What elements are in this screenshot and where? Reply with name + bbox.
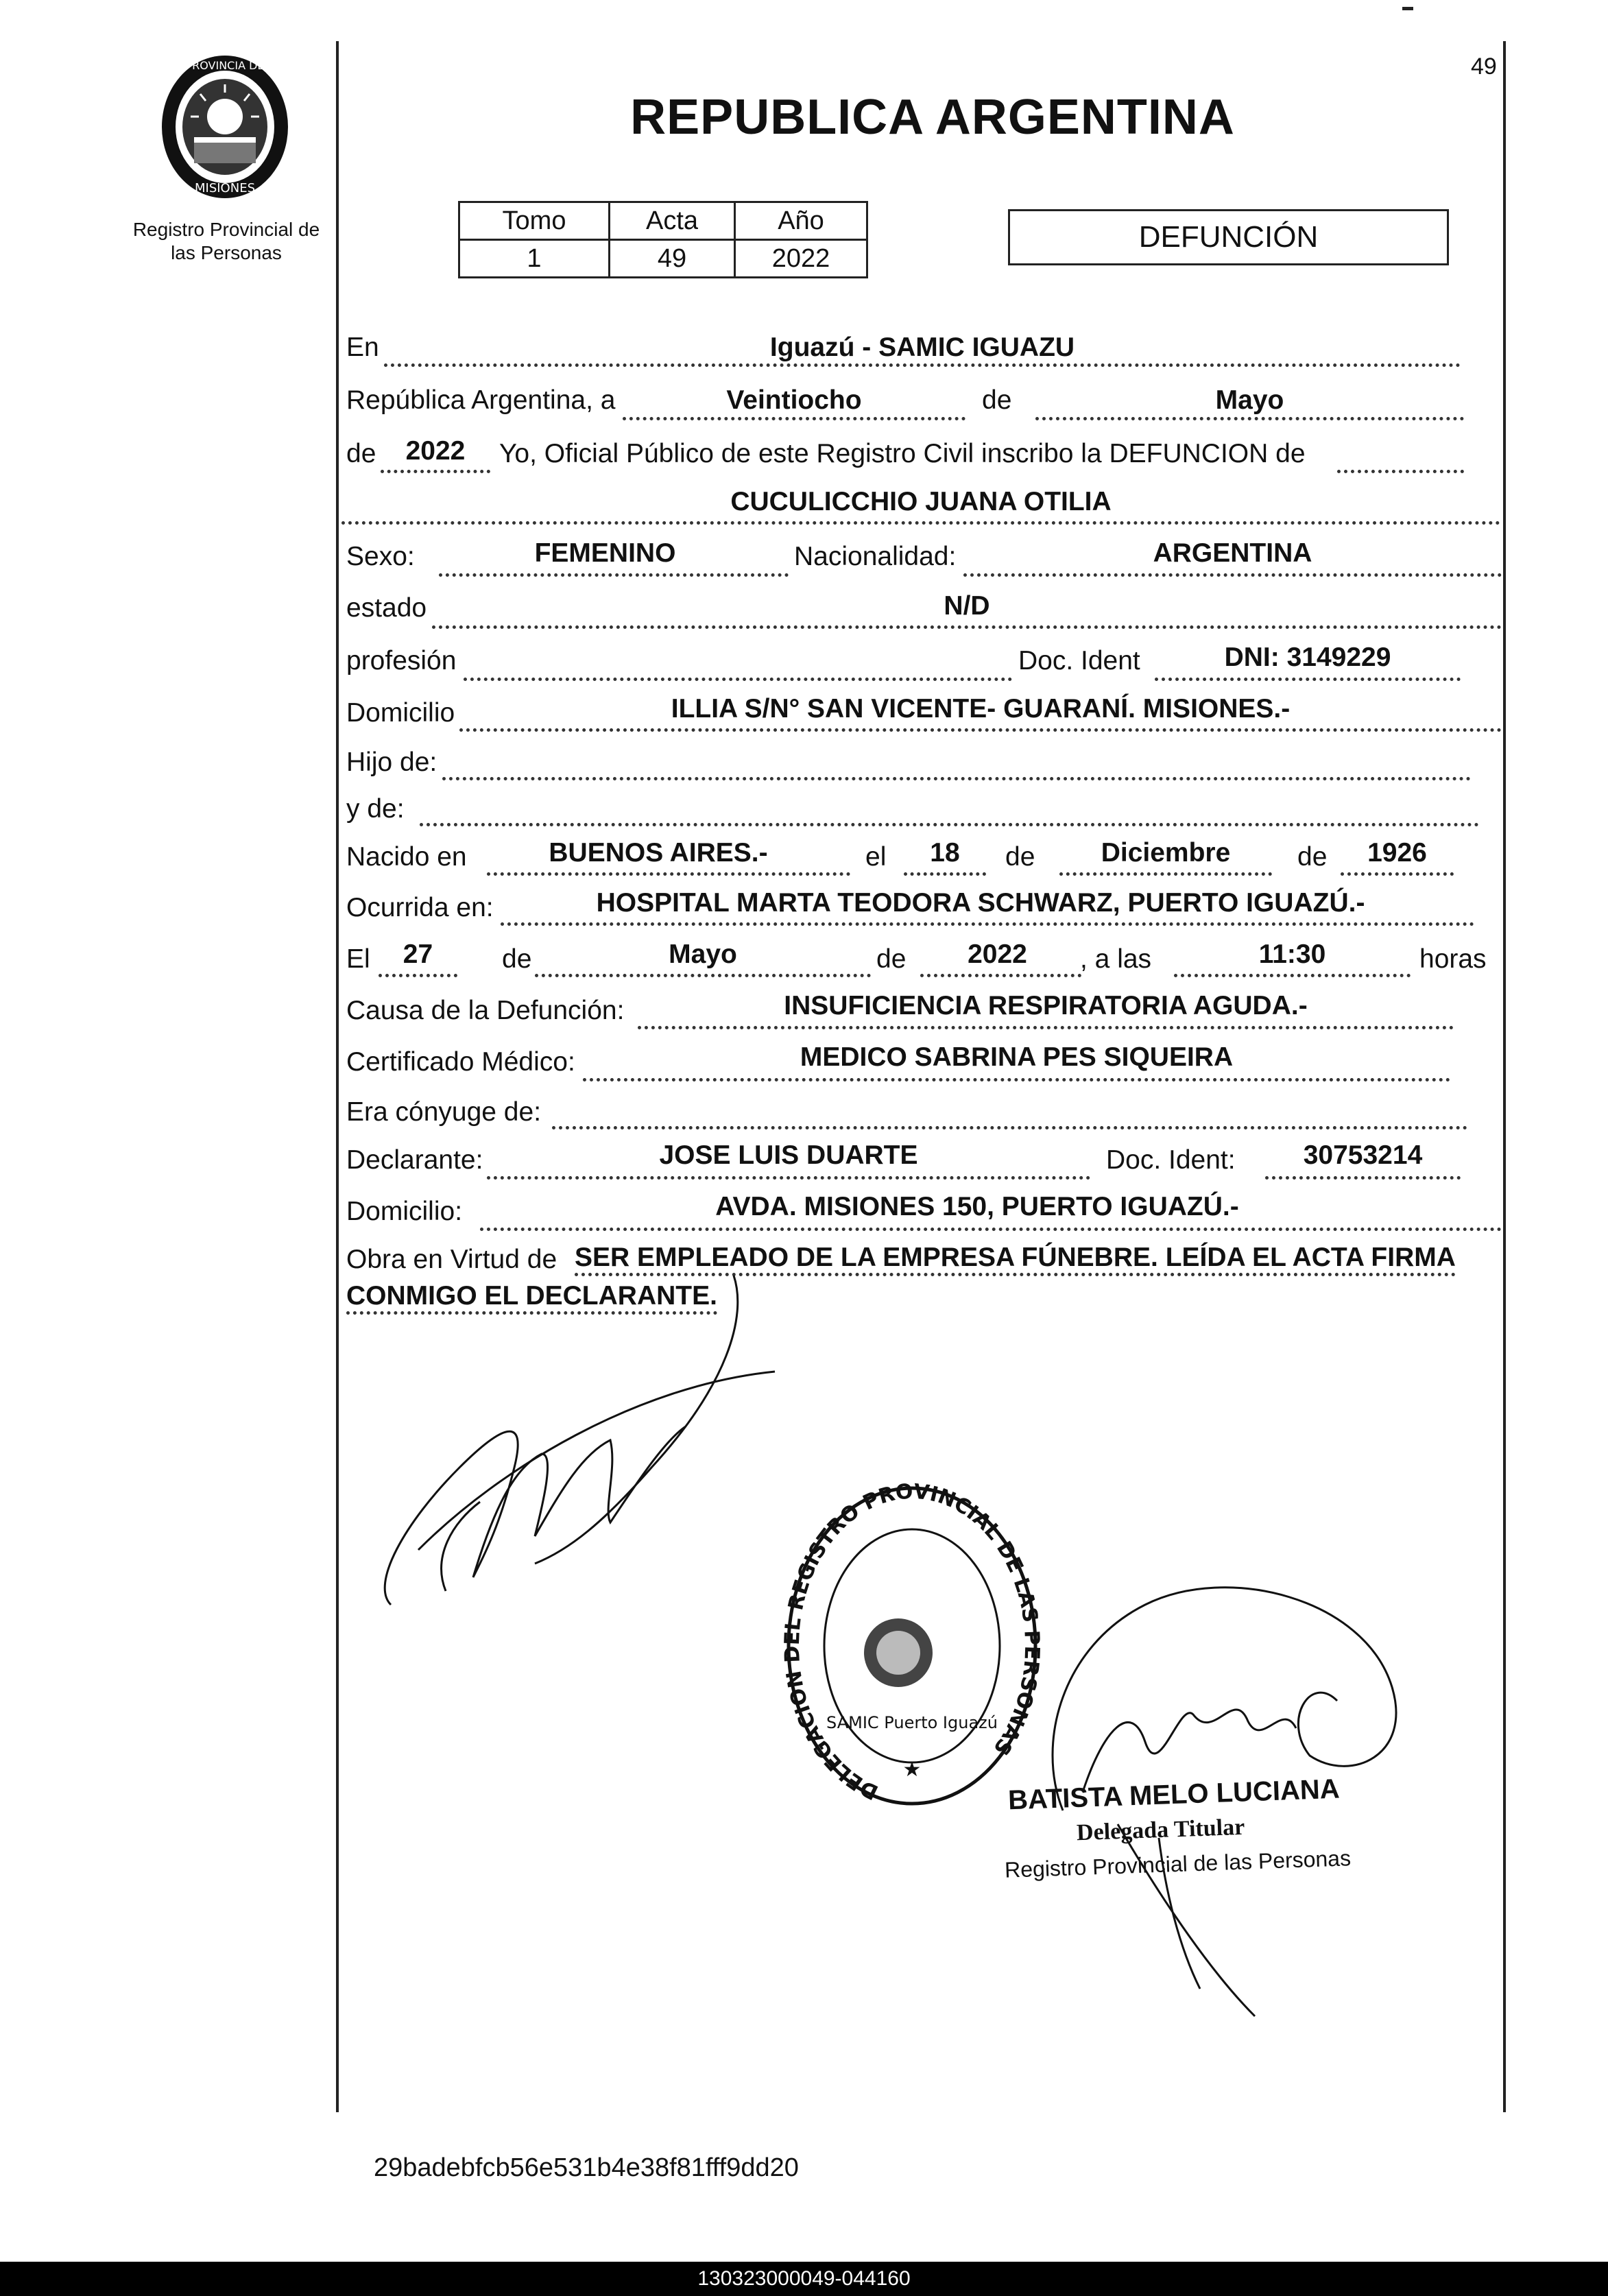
death-reg-year: 2022 (405, 436, 466, 466)
obra-value-line1: SER EMPLEADO DE LA EMPRESA FÚNEBRE. LEÍDA EL ACTA FIRMA (575, 1243, 1456, 1276)
sexo-dots (439, 573, 789, 577)
emblem-bottom-text: MISIONES (194, 181, 256, 195)
svg-text:★: ★ (902, 1758, 922, 1781)
month-dots (1035, 417, 1464, 420)
hijo-dots (442, 777, 1471, 780)
conyuge-dots (552, 1126, 1467, 1129)
horas-label: horas (1419, 944, 1487, 974)
official-stamp (782, 1481, 1042, 1810)
officer-name: BATISTA MELO LUCIANA (1007, 1773, 1341, 1816)
doc-ident-label: Doc. Ident (1018, 646, 1140, 675)
top-mark (1402, 7, 1413, 10)
de-label-2: de (346, 439, 376, 468)
death-day-dots (379, 974, 457, 977)
de-label-4: de (1297, 842, 1328, 872)
republica-label: República Argentina, a (346, 385, 616, 415)
death-reg-day: Veintiocho (726, 385, 862, 415)
estado-dots (432, 625, 1502, 629)
en-value: Iguazú - SAMIC IGUAZU (769, 333, 1075, 362)
declarante-dots (487, 1176, 1090, 1180)
nacido-dots (487, 872, 850, 876)
tomo-value: 1 (459, 240, 610, 278)
declarante-label: Declarante: (346, 1145, 483, 1175)
ocurrida-value: HOSPITAL MARTA TEODORA SCHWARZ, PUERTO IGUAZÚ.- (596, 888, 1365, 918)
document-title: REPUBLICA ARGENTINA (630, 90, 1235, 145)
certificado-value: MEDICO SABRINA PES SIQUEIRA (800, 1042, 1234, 1072)
officer-signature (1008, 1495, 1419, 2030)
declarante-value: JOSE LUIS DUARTE (659, 1140, 918, 1170)
certificado-dots (583, 1078, 1450, 1081)
causa-value: INSUFICIENCIA RESPIRATORIA AGUDA.- (784, 991, 1308, 1020)
profesion-label: profesión (346, 646, 457, 675)
obra-value-line2: CONMIGO EL DECLARANTE. (346, 1281, 717, 1315)
ocurrida-label: Ocurrida en: (346, 893, 494, 922)
death-month: Mayo (669, 940, 737, 969)
registry-caption-line2: las Personas (171, 242, 282, 263)
record-table (458, 201, 868, 278)
certificado-label: Certificado Médico: (346, 1047, 575, 1077)
officer-office: Registro Provincial de las Personas (1004, 1845, 1352, 1882)
yde-label: y de: (346, 794, 405, 824)
acta-header: Acta (610, 202, 735, 240)
record-type-box: DEFUNCIÓN (1008, 209, 1449, 265)
sexo-value: FEMENINO (534, 538, 676, 568)
registry-caption-line1: Registro Provincial de (132, 219, 320, 240)
officer-title: Delegada Titular (1076, 1814, 1245, 1846)
death-month-dots (535, 974, 871, 977)
birth-day: 18 (930, 838, 960, 868)
birth-year: 1926 (1367, 838, 1427, 868)
death-reg-month: Mayo (1215, 385, 1284, 415)
birth-month-dots (1059, 872, 1272, 876)
hijo-label: Hijo de: (346, 748, 437, 777)
registry-caption (110, 218, 343, 265)
de-label-1: de (982, 385, 1012, 415)
obra-label: Obra en Virtud de (346, 1245, 557, 1274)
de-label-6: de (876, 944, 907, 974)
anio-value: 2022 (735, 240, 867, 278)
causa-label: Causa de la Defunción: (346, 996, 625, 1025)
stamp-ring-text: DELEGACION DEL REGISTRO PROVINCIAL DE LAS PERSONAS (782, 1481, 1042, 1804)
profesion-dots (464, 678, 1012, 681)
domicilio-dots (459, 728, 1502, 732)
nacido-label: Nacido en (346, 842, 467, 872)
right-margin-line (1503, 41, 1506, 2112)
province-emblem (156, 51, 293, 202)
de-label-5: de (502, 944, 532, 974)
deceased-name: CUCULICCHIO JUANA OTILIA (730, 487, 1112, 516)
anio-header: Año (735, 202, 867, 240)
doc-ident2-dots (1265, 1176, 1461, 1180)
el-label: el (865, 842, 887, 872)
domicilio-label: Domicilio (346, 698, 455, 728)
domicilio2-label: Domicilio: (346, 1197, 463, 1226)
doc-ident-value: DNI: 3149229 (1224, 643, 1391, 672)
ocurrida-dots (501, 922, 1474, 926)
name-dots (341, 521, 1500, 525)
alas-label: , a las (1080, 944, 1152, 974)
yde-dots (420, 823, 1479, 826)
en-dots (384, 363, 1461, 367)
declarant-signature (363, 1262, 802, 1632)
death-year-dots (920, 974, 1081, 977)
document-hash: 29badebfcb56e531b4e38f81fff9dd20 (374, 2153, 799, 2182)
nacido-value: BUENOS AIRES.- (549, 838, 768, 868)
birth-year-dots (1341, 872, 1454, 876)
estado-label: estado (346, 593, 427, 623)
death-time: 11:30 (1258, 940, 1326, 969)
doc-ident2-value: 30753214 (1303, 1140, 1423, 1170)
oficial-text: Yo, Oficial Público de este Registro Civil inscribo la DEFUNCION de (499, 439, 1306, 468)
year-dots (381, 470, 490, 473)
page-number: 49 (1471, 53, 1497, 80)
oficial-dots (1337, 470, 1464, 473)
domicilio-value: ILLIA S/N° SAN VICENTE- GUARANÍ. MISIONES.- (671, 694, 1291, 724)
footer-code: 130323000049-044160 (0, 2262, 1608, 2296)
birth-month: Diciembre (1101, 838, 1231, 868)
doc-ident-dots (1155, 678, 1461, 681)
nacionalidad-label: Nacionalidad: (794, 542, 957, 571)
nacionalidad-dots (963, 573, 1502, 577)
de-label-3: de (1005, 842, 1035, 872)
en-label: En (346, 333, 379, 362)
birth-day-dots (904, 872, 986, 876)
emblem-top-text: PROVINCIA DE (185, 59, 265, 72)
day-dots (623, 417, 965, 420)
domicilio2-dots (480, 1228, 1502, 1231)
conyuge-label: Era cónyuge de: (346, 1097, 542, 1127)
left-margin-line (336, 41, 339, 2112)
stamp-inner-text: SAMIC Puerto Iguazú (826, 1713, 998, 1732)
nacionalidad-value: ARGENTINA (1153, 538, 1312, 568)
death-time-dots (1174, 974, 1411, 977)
tomo-header: Tomo (459, 202, 610, 240)
acta-value: 49 (610, 240, 735, 278)
death-year: 2022 (968, 940, 1027, 969)
causa-dots (638, 1026, 1454, 1029)
sexo-label: Sexo: (346, 542, 415, 571)
doc-ident2-label: Doc. Ident: (1106, 1145, 1236, 1175)
domicilio2-value: AVDA. MISIONES 150, PUERTO IGUAZÚ.- (715, 1192, 1239, 1221)
estado-value: N/D (944, 591, 990, 621)
death-day: 27 (403, 940, 433, 969)
El-label: El (346, 944, 370, 974)
